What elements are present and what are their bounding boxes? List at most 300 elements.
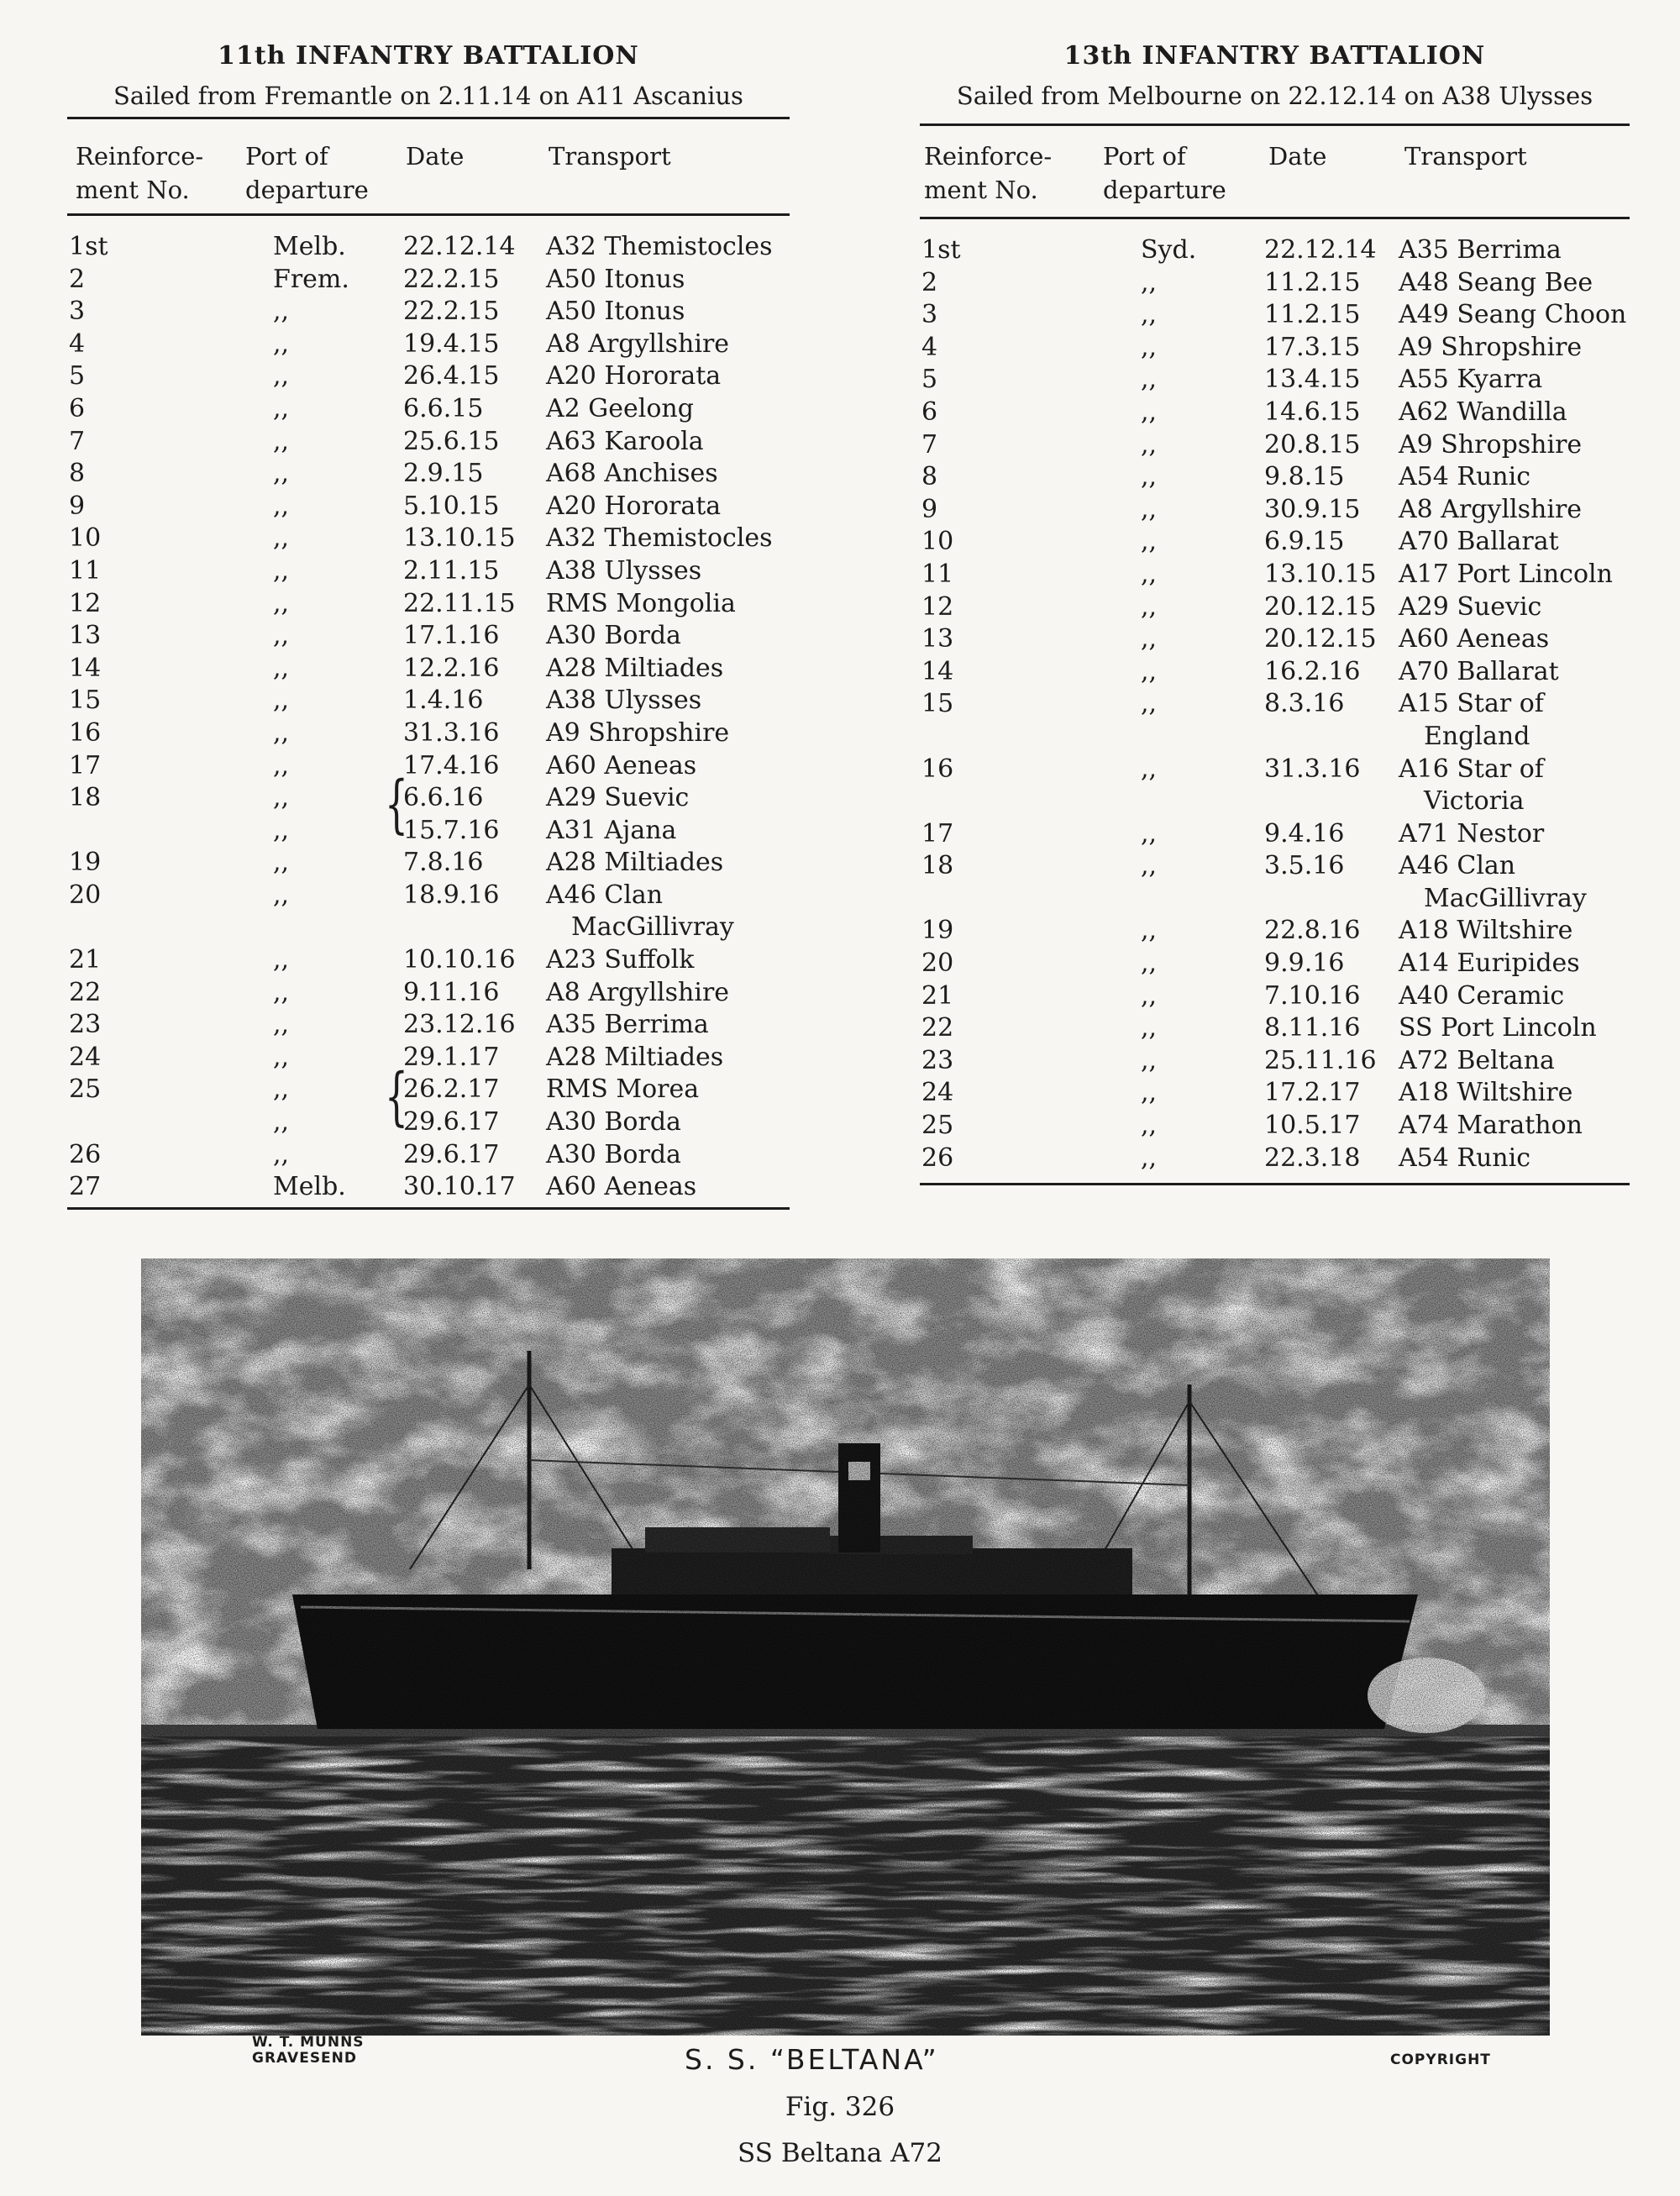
table-11th-battalion [67, 38, 790, 1210]
cell-date: 1.4.16 [403, 686, 484, 716]
cell-transport: A38 Ulysses [546, 686, 702, 716]
cell-transport: SS Port Lincoln [1399, 1013, 1597, 1043]
cell-port: ,, [1141, 818, 1158, 848]
cell-port: ,, [1141, 980, 1158, 1011]
cell-transport: A32 Themistocles [546, 523, 773, 554]
cell-date: 2.11.15 [403, 555, 500, 586]
table-row [920, 332, 1630, 365]
cell-transport: A9 Shropshire [1399, 429, 1583, 460]
cell-reinforcement-no: 12 [921, 591, 954, 622]
cell-reinforcement-no: 16 [69, 717, 102, 748]
table-row [920, 948, 1630, 980]
cell-port: Melb. [273, 232, 346, 261]
table-row [920, 267, 1630, 300]
table-subtitle: Sailed from Fremantle on 2.11.14 on A11 Ascanius [113, 81, 743, 110]
cell-transport: A70 Ballarat [1399, 656, 1559, 686]
figure-label: Fig. 326 [785, 2092, 895, 2122]
cell-port: ,, [273, 621, 290, 651]
table-header-row [920, 126, 1630, 217]
table-row [920, 980, 1630, 1013]
cell-date: 22.11.15 [403, 588, 516, 618]
header-port-of-departure: Port of departure [1103, 142, 1226, 204]
cell-transport: MacGillivray [571, 912, 734, 943]
cell-date: 3.5.16 [1264, 851, 1345, 881]
cell-reinforcement-no: 22 [921, 1013, 954, 1043]
figure-description: SS Beltana A72 [738, 2138, 942, 2168]
cell-reinforcement-no: 7 [69, 426, 86, 456]
cell-reinforcement-no: 14 [921, 656, 954, 686]
cell-reinforcement-no: 15 [921, 689, 954, 719]
cell-reinforcement-no: 13 [921, 624, 954, 654]
table-row [920, 429, 1630, 462]
cell-date: 17.4.16 [403, 750, 500, 780]
cell-reinforcement-no: 20 [69, 880, 102, 910]
cell-reinforcement-no: 12 [69, 588, 102, 618]
cell-transport: A23 Suffolk [546, 945, 695, 975]
cell-port: ,, [1141, 656, 1158, 686]
table-header-row [67, 119, 790, 213]
cell-transport: A29 Suevic [546, 783, 690, 813]
cell-reinforcement-no: 4 [69, 328, 86, 359]
header-reinforcement-no: Reinforce- ment No. [76, 142, 204, 204]
cell-port: ,, [273, 393, 290, 423]
cell-reinforcement-no: 2 [921, 267, 938, 297]
cell-port: ,, [273, 717, 290, 748]
cell-port: ,, [1141, 300, 1158, 330]
cell-port: ,, [273, 1107, 290, 1137]
cell-port: ,, [273, 1042, 290, 1072]
cell-transport: A35 Berrima [1399, 235, 1562, 265]
table-row [920, 1143, 1630, 1175]
table-row [920, 1110, 1630, 1143]
cell-date: 20.8.15 [1264, 429, 1361, 460]
cell-date: 13.10.15 [403, 523, 516, 554]
table-row [67, 685, 790, 717]
cell-port: ,, [1141, 624, 1158, 654]
table-row [67, 620, 790, 653]
cell-date: 8.3.16 [1264, 689, 1345, 719]
cell-reinforcement-no: 24 [921, 1078, 954, 1108]
cell-transport: A14 Euripides [1399, 948, 1580, 979]
cell-date: 15.7.16 [403, 815, 500, 845]
cell-date: 10.10.16 [403, 945, 516, 975]
cell-date: 29.6.17 [403, 1139, 500, 1169]
cell-transport: A17 Port Lincoln [1399, 559, 1613, 589]
photo-caption: S. S. “BELTANA” [685, 2043, 939, 2076]
cell-date: 23.12.16 [403, 1010, 516, 1040]
cell-date: 29.1.17 [403, 1042, 500, 1072]
cell-port: ,, [1141, 462, 1158, 492]
cell-date: 17.2.17 [1264, 1078, 1361, 1108]
cell-transport: A16 Star of [1399, 754, 1544, 784]
cell-transport: RMS Morea [546, 1074, 700, 1105]
table-row [67, 588, 790, 621]
cell-transport: A18 Wiltshire [1399, 916, 1573, 946]
cell-date: 18.9.16 [403, 880, 500, 910]
table-row [920, 526, 1630, 559]
cell-reinforcement-no: 1st [921, 235, 961, 265]
cell-date: 26.2.17 [403, 1074, 500, 1105]
table-title: 11th INFANTRY BATTALION [218, 41, 639, 71]
cell-transport: A54 Runic [1399, 1143, 1531, 1173]
cell-date: 22.12.14 [1264, 235, 1377, 265]
table-row [67, 1139, 790, 1172]
cell-reinforcement-no: 14 [69, 653, 102, 683]
cell-port: ,, [273, 588, 290, 618]
photographer-credit: W. T. MUNNS GRAVESEND [252, 2034, 365, 2067]
cell-port: ,, [273, 361, 290, 391]
cell-port: ,, [1141, 591, 1158, 622]
cell-date: 9.8.15 [1264, 462, 1345, 492]
table-row [920, 883, 1630, 916]
cell-reinforcement-no: 17 [921, 818, 954, 848]
header-transport: Transport [549, 142, 671, 171]
cell-reinforcement-no: 8 [921, 462, 938, 492]
cell-reinforcement-no: 25 [69, 1074, 102, 1105]
table-row [920, 785, 1630, 818]
cell-transport: A35 Berrima [546, 1010, 709, 1040]
cell-transport: A28 Miltiades [546, 653, 724, 683]
cell-date: 6.6.15 [403, 393, 484, 423]
cell-date: 11.2.15 [1264, 300, 1361, 330]
cell-transport: A28 Miltiades [546, 848, 724, 878]
cell-port: ,, [273, 491, 290, 521]
cell-transport: A20 Hororata [546, 491, 722, 521]
cell-port: ,, [273, 297, 290, 327]
cell-reinforcement-no: 2 [69, 264, 86, 294]
table-row [920, 721, 1630, 754]
cell-date: 8.11.16 [1264, 1013, 1361, 1043]
cell-port: ,, [273, 880, 290, 910]
cell-reinforcement-no: 27 [69, 1172, 102, 1202]
cell-date: 5.10.15 [403, 491, 500, 521]
table-row [67, 880, 790, 912]
cell-reinforcement-no: 7 [921, 429, 938, 460]
cell-transport: A74 Marathon [1399, 1111, 1583, 1141]
cell-reinforcement-no: 11 [921, 559, 954, 589]
cell-transport: A28 Miltiades [546, 1042, 724, 1072]
table-row [67, 296, 790, 328]
cell-transport: A70 Ballarat [1399, 527, 1559, 557]
table-row [920, 915, 1630, 948]
cell-port: ,, [273, 555, 290, 586]
header-transport: Transport [1404, 142, 1527, 171]
table-row [920, 1045, 1630, 1078]
cell-port: ,, [273, 945, 290, 975]
cell-transport: A54 Runic [1399, 462, 1531, 492]
cell-transport: A8 Argyllshire [1399, 494, 1583, 524]
table-row [67, 717, 790, 750]
cell-transport: A46 Clan [546, 880, 664, 910]
cell-port: ,, [1141, 559, 1158, 589]
table-row [920, 656, 1630, 689]
cell-date: 7.10.16 [1264, 980, 1361, 1011]
table-row [920, 850, 1630, 883]
cell-port: ,, [273, 328, 290, 359]
cell-transport: A55 Kyarra [1399, 365, 1543, 395]
cell-port: ,, [1141, 851, 1158, 881]
table-row [67, 1106, 790, 1139]
cell-port: ,, [1141, 689, 1158, 719]
cell-reinforcement-no: 23 [921, 1045, 954, 1075]
cell-transport: A40 Ceramic [1399, 980, 1565, 1011]
cell-date: 6.9.15 [1264, 527, 1345, 557]
cell-reinforcement-no: 21 [69, 945, 102, 975]
copyright-mark: COPYRIGHT [1390, 2052, 1491, 2068]
cell-reinforcement-no: 4 [921, 332, 938, 362]
grouping-brace: { [385, 768, 408, 842]
cell-transport: A60 Aeneas [1399, 624, 1550, 654]
table-bottom-rule [920, 1183, 1630, 1185]
cell-port: Frem. [273, 264, 349, 294]
cell-date: 9.11.16 [403, 977, 500, 1007]
cell-reinforcement-no: 5 [69, 361, 86, 391]
table-subtitle: Sailed from Melbourne on 22.12.14 on A38 Ulysses [956, 81, 1593, 110]
cell-date: 22.2.15 [403, 297, 500, 327]
table-row [67, 750, 790, 783]
cell-transport: A8 Argyllshire [546, 977, 730, 1007]
cell-date: 30.10.17 [403, 1172, 516, 1202]
cell-date: 19.4.15 [403, 328, 500, 359]
cell-date: 25.6.15 [403, 426, 500, 456]
cell-date: 9.4.16 [1264, 818, 1345, 848]
table-row [920, 623, 1630, 656]
ship-photograph [141, 1258, 1550, 2036]
cell-date: 20.12.15 [1264, 591, 1377, 622]
cell-port: ,, [273, 459, 290, 489]
table-row [67, 911, 790, 944]
table-row [67, 815, 790, 848]
cell-transport: A62 Wandilla [1399, 397, 1567, 427]
cell-date: 10.5.17 [1264, 1111, 1361, 1141]
cell-reinforcement-no: 9 [921, 494, 938, 524]
cell-transport: A9 Shropshire [546, 717, 730, 748]
cell-date: 31.3.16 [1264, 754, 1361, 784]
cell-reinforcement-no: 9 [69, 491, 86, 521]
cell-date: 31.3.16 [403, 717, 500, 748]
cell-reinforcement-no: 10 [69, 523, 102, 554]
cell-reinforcement-no: 13 [69, 621, 102, 651]
table-bottom-rule [67, 1207, 790, 1210]
cell-port: ,, [273, 653, 290, 683]
cell-port: ,, [1141, 1045, 1158, 1075]
table-row [920, 1077, 1630, 1110]
cell-transport: A30 Borda [546, 1107, 681, 1137]
cell-reinforcement-no: 18 [921, 851, 954, 881]
cell-reinforcement-no: 5 [921, 365, 938, 395]
cell-date: 13.4.15 [1264, 365, 1361, 395]
table-rows [67, 216, 790, 1204]
table-title: 13th INFANTRY BATTALION [1063, 41, 1486, 71]
table-row [920, 461, 1630, 494]
cell-reinforcement-no: 23 [69, 1010, 102, 1040]
ship-illustration [141, 1258, 1550, 2036]
cell-port: ,, [273, 686, 290, 716]
table-row [67, 1074, 790, 1106]
cell-port: ,, [1141, 1111, 1158, 1141]
cell-port: ,, [1141, 527, 1158, 557]
cell-date: 12.2.16 [403, 653, 500, 683]
cell-reinforcement-no: 11 [69, 555, 102, 586]
cell-date: 30.9.15 [1264, 494, 1361, 524]
table-row [67, 1042, 790, 1074]
cell-port: ,, [1141, 397, 1158, 427]
cell-date: 6.6.16 [403, 783, 484, 813]
table-13th-battalion [920, 38, 1630, 1185]
cell-date: 9.9.16 [1264, 948, 1345, 979]
cell-date: 16.2.16 [1264, 656, 1361, 686]
table-row [920, 494, 1630, 527]
cell-date: 22.3.18 [1264, 1143, 1361, 1173]
cell-port: ,, [1141, 754, 1158, 784]
table-row [67, 458, 790, 491]
header-date: Date [406, 142, 465, 171]
cell-date: 17.1.16 [403, 621, 500, 651]
cell-reinforcement-no: 3 [69, 297, 86, 327]
table-row [67, 264, 790, 297]
cell-port: ,, [273, 848, 290, 878]
cell-transport: A32 Themistocles [546, 232, 773, 261]
table-row [67, 1009, 790, 1042]
table-row [67, 847, 790, 880]
table-row [67, 328, 790, 361]
cell-port: ,, [273, 815, 290, 845]
table-row [920, 364, 1630, 397]
cell-transport: A9 Shropshire [1399, 332, 1583, 362]
cell-reinforcement-no: 1st [69, 232, 108, 261]
cell-transport: MacGillivray [1424, 883, 1587, 913]
cell-port: ,, [1141, 494, 1158, 524]
cell-reinforcement-no: 3 [921, 300, 938, 330]
table-row [67, 426, 790, 459]
cell-port: ,, [273, 750, 290, 780]
cell-reinforcement-no: 18 [69, 783, 102, 813]
cell-port: ,, [1141, 332, 1158, 362]
cell-reinforcement-no: 17 [69, 750, 102, 780]
cell-date: 20.12.15 [1264, 624, 1377, 654]
table-rows [920, 219, 1630, 1174]
cell-port: ,, [1141, 916, 1158, 946]
cell-transport: A60 Aeneas [546, 750, 697, 780]
table-row [920, 754, 1630, 786]
cell-date: 17.3.15 [1264, 332, 1361, 362]
cell-date: 13.10.15 [1264, 559, 1377, 589]
table-row [920, 818, 1630, 851]
cell-transport: A72 Beltana [1399, 1045, 1555, 1075]
cell-reinforcement-no: 10 [921, 527, 954, 557]
cell-transport: A18 Wiltshire [1399, 1078, 1573, 1108]
cell-port: ,, [273, 783, 290, 813]
cell-reinforcement-no: 20 [921, 948, 954, 979]
cell-transport: RMS Mongolia [546, 588, 736, 618]
cell-port: ,, [1141, 1078, 1158, 1108]
cell-transport: A50 Itonus [546, 264, 685, 294]
cell-date: 2.9.15 [403, 459, 484, 489]
cell-port: ,, [1141, 1013, 1158, 1043]
cell-reinforcement-no: 19 [69, 848, 102, 878]
cell-reinforcement-no: 16 [921, 754, 954, 784]
cell-transport: A49 Seang Choon [1399, 300, 1627, 330]
cell-date: 29.6.17 [403, 1107, 500, 1137]
cell-port: ,, [273, 426, 290, 456]
cell-transport: A71 Nestor [1399, 818, 1545, 848]
cell-reinforcement-no: 24 [69, 1042, 102, 1072]
cell-reinforcement-no: 26 [69, 1139, 102, 1169]
table-row [920, 234, 1630, 267]
cell-transport: A46 Clan [1399, 851, 1516, 881]
table-row [67, 360, 790, 393]
table-row [67, 944, 790, 977]
cell-port: ,, [1141, 948, 1158, 979]
cell-port: ,, [273, 977, 290, 1007]
table-row [67, 393, 790, 426]
header-port-of-departure: Port of departure [245, 142, 369, 204]
table-row [67, 555, 790, 588]
grouping-brace: { [385, 1060, 408, 1134]
header-date: Date [1268, 142, 1327, 171]
cell-transport: A38 Ulysses [546, 555, 702, 586]
cell-transport: England [1424, 721, 1530, 751]
table-row [920, 559, 1630, 591]
cell-port: ,, [1141, 1143, 1158, 1173]
cell-transport: A2 Geelong [546, 393, 694, 423]
table-row [67, 782, 790, 815]
cell-transport: A31 Ajana [546, 815, 677, 845]
cell-date: 14.6.15 [1264, 397, 1361, 427]
cell-date: 11.2.15 [1264, 267, 1361, 297]
header-reinforcement-no: Reinforce- ment No. [924, 142, 1053, 204]
cell-transport: A63 Karoola [546, 426, 704, 456]
table-row [67, 977, 790, 1010]
table-row [67, 653, 790, 686]
cell-date: 7.8.16 [403, 848, 484, 878]
table-row [920, 397, 1630, 429]
table-row [67, 231, 790, 264]
cell-port: Syd. [1141, 235, 1197, 265]
cell-reinforcement-no: 6 [69, 393, 86, 423]
cell-transport: A30 Borda [546, 621, 681, 651]
cell-reinforcement-no: 22 [69, 977, 102, 1007]
cell-reinforcement-no: 15 [69, 686, 102, 716]
cell-transport: A30 Borda [546, 1139, 681, 1169]
cell-transport: A8 Argyllshire [546, 328, 730, 359]
cell-reinforcement-no: 8 [69, 459, 86, 489]
cell-transport: A60 Aeneas [546, 1172, 697, 1202]
cell-port: ,, [273, 1139, 290, 1169]
cell-reinforcement-no: 21 [921, 980, 954, 1011]
cell-date: 25.11.16 [1264, 1045, 1377, 1075]
table-row [920, 591, 1630, 624]
cell-date: 26.4.15 [403, 361, 500, 391]
cell-port: ,, [1141, 365, 1158, 395]
table-row [67, 491, 790, 523]
cell-transport: A50 Itonus [546, 297, 685, 327]
cell-date: 22.2.15 [403, 264, 500, 294]
cell-transport: A48 Seang Bee [1399, 267, 1593, 297]
cell-port: ,, [273, 523, 290, 554]
cell-port: ,, [273, 1010, 290, 1040]
table-row [920, 1012, 1630, 1045]
table-row [67, 1171, 790, 1204]
cell-reinforcement-no: 6 [921, 397, 938, 427]
cell-reinforcement-no: 25 [921, 1111, 954, 1141]
table-row [67, 523, 790, 555]
cell-transport: Victoria [1424, 786, 1525, 817]
cell-reinforcement-no: 26 [921, 1143, 954, 1173]
cell-date: 22.8.16 [1264, 916, 1361, 946]
cell-port: Melb. [273, 1172, 346, 1202]
table-row [920, 299, 1630, 332]
